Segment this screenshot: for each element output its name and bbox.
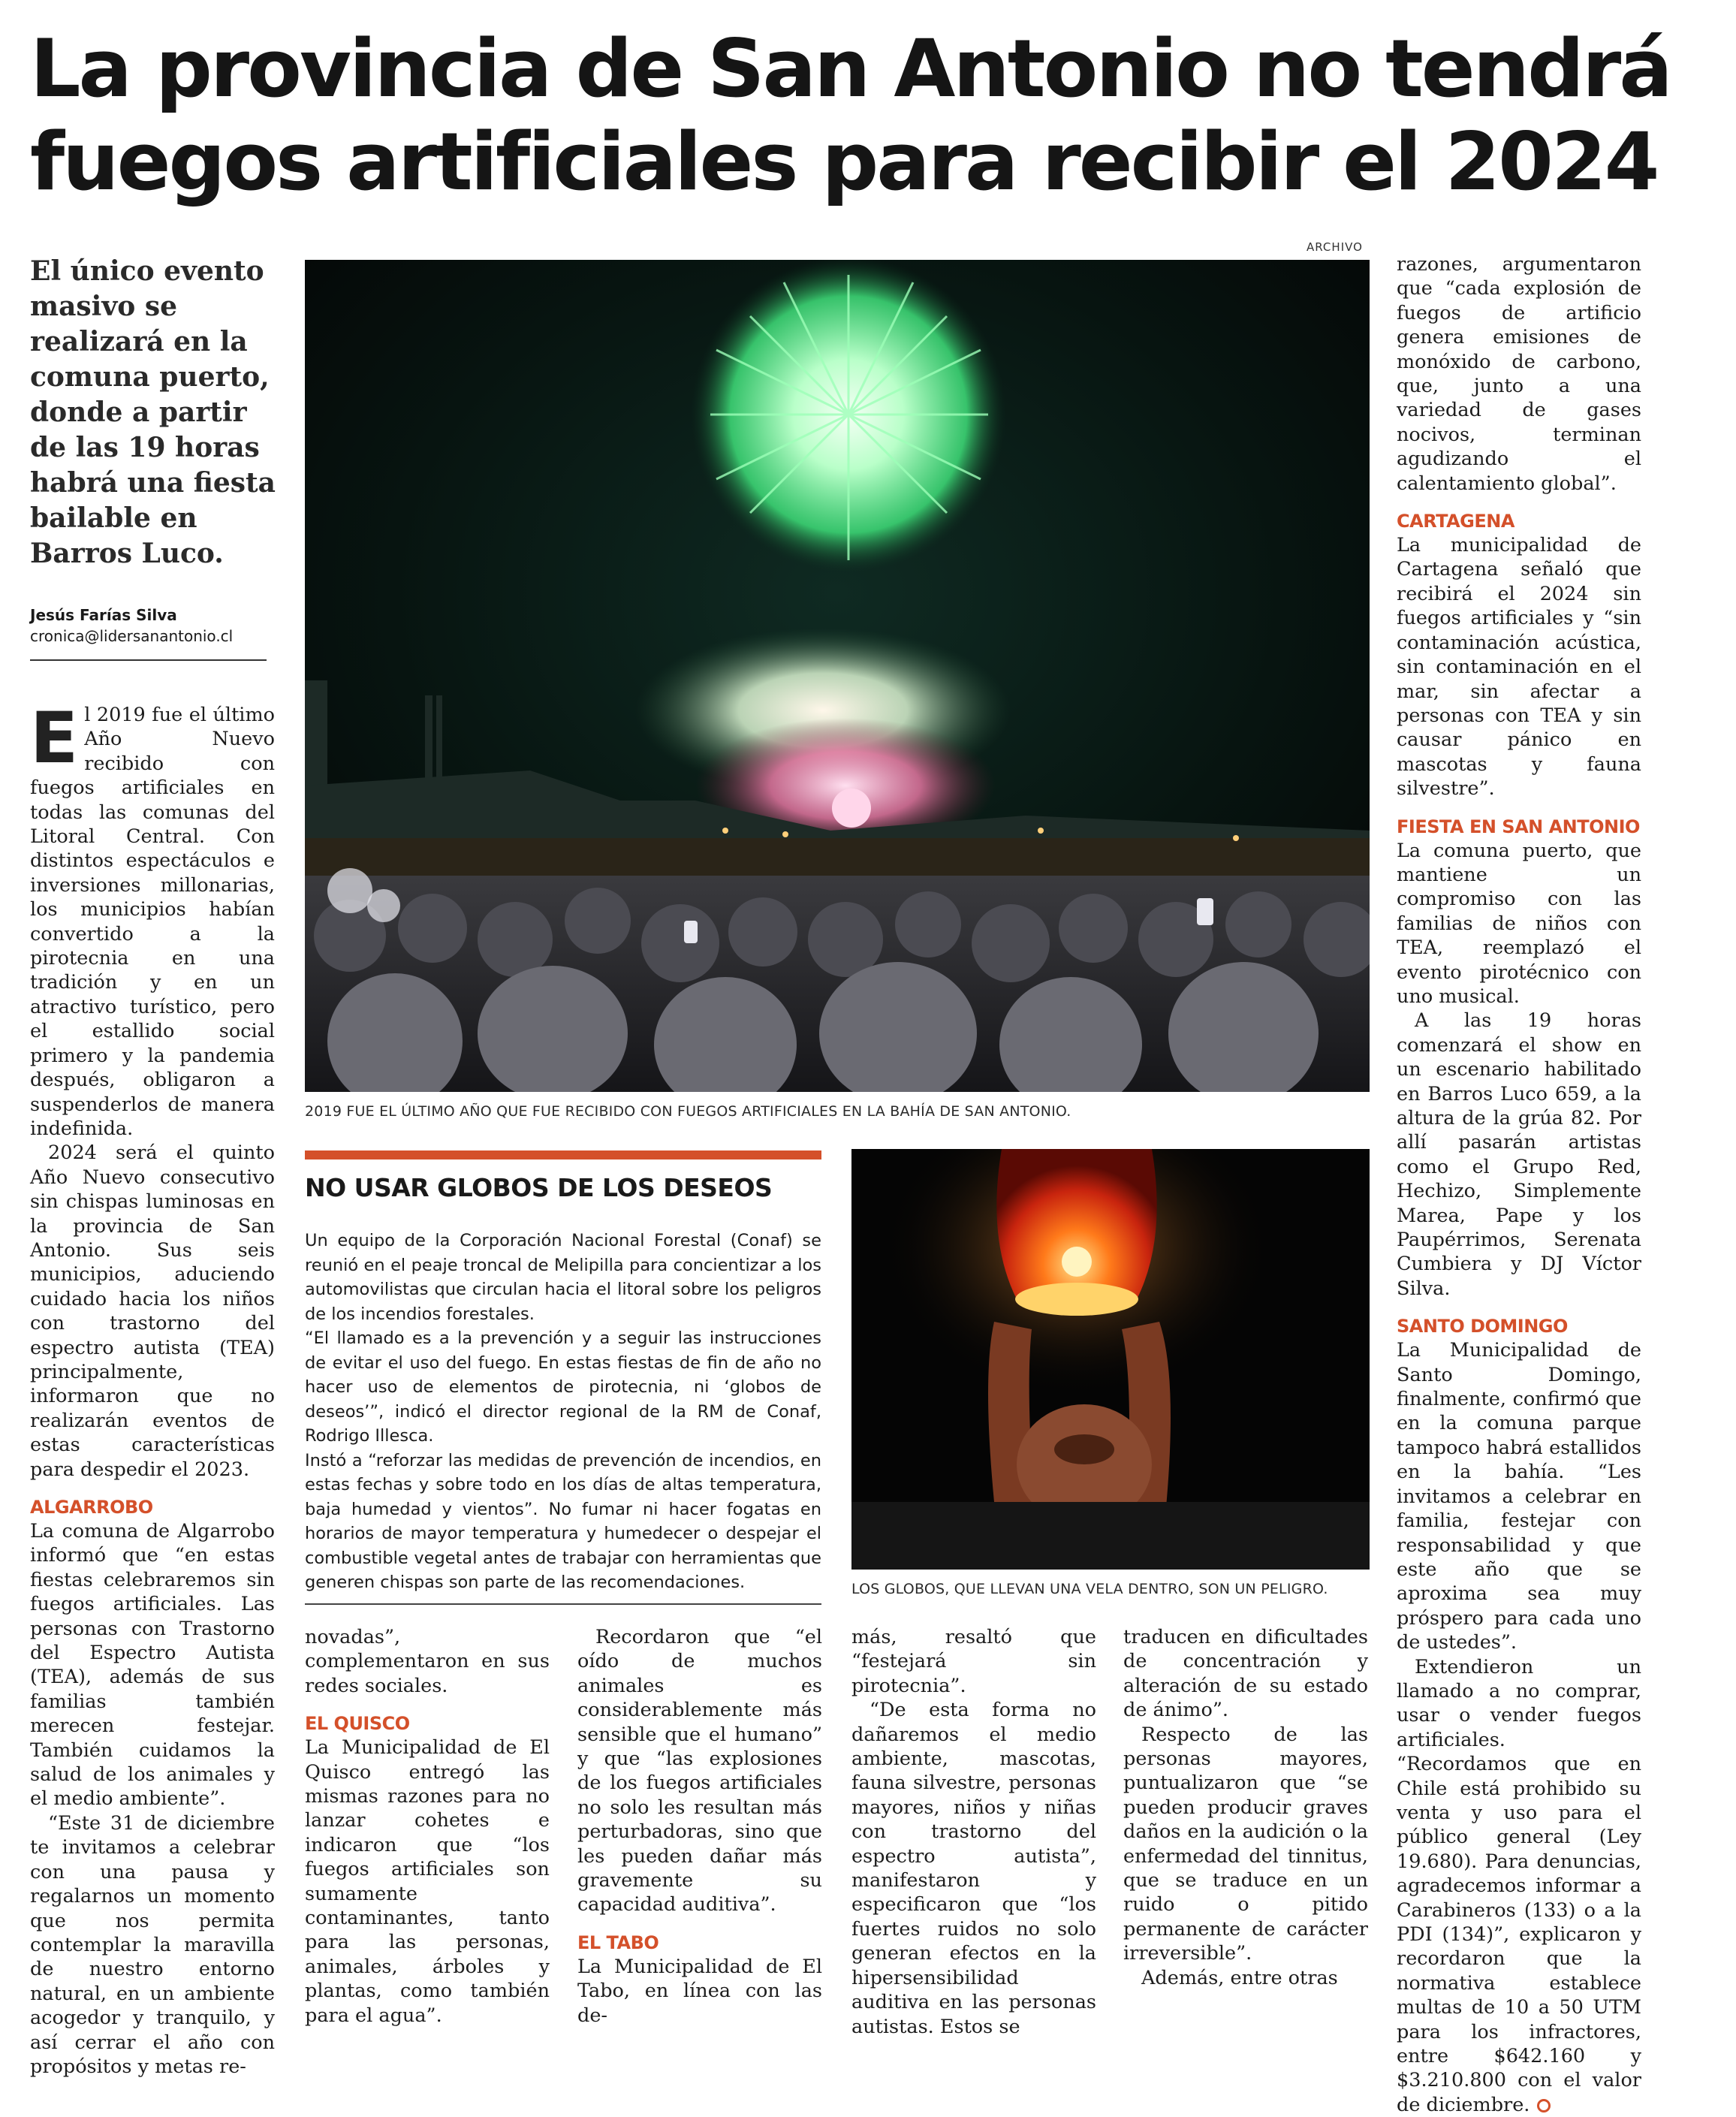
section-kicker-algarrobo: ALGARROBO bbox=[30, 1497, 153, 1518]
paragraph: Un equipo de la Corporación Nacional Forestal (Conaf) se reunió en el peaje troncal de Melipilla para concientizar a los automovilistas que circulan hacia el litoral sobre los peligros de los incendios forestales. bbox=[305, 1231, 821, 1324]
box-top-rule bbox=[305, 1150, 821, 1160]
end-mark-icon bbox=[1537, 2099, 1551, 2112]
box-title: NO USAR GLOBOS DE LOS DESEOS bbox=[305, 1173, 773, 1202]
fireworks-illustration bbox=[305, 260, 1370, 1092]
paragraph: “De esta forma no dañaremos el medio ambiente, mascotas, fauna silvestre, personas mayores, niños y niñas con trastorno del espectro autista”, manifestaron y especificaron que “los fuertes ruidos no solo generan efectos en la hipersensibilidad auditiva en las personas autistas. Estos se bbox=[851, 1699, 1096, 2038]
body-column-2 bbox=[305, 1625, 550, 2028]
paragraph: La Municipalidad de Santo Domingo, finalmente, confirmó que en la comuna parque tampoco habrá estallidos en la bahía. “Les invitamos a celebrar en familia, festejar con responsabilidad y que este año que se aproxima sea muy próspero para cada uno de ustedes”. bbox=[1397, 1339, 1641, 1654]
byline-rule bbox=[30, 659, 267, 661]
paragraph: La Municipalidad de El Tabo, en línea con las de- bbox=[577, 1955, 822, 2027]
body-column-5 bbox=[1123, 1625, 1368, 1990]
paragraph: “El llamado es a la prevención y a seguir las instrucciones de evitar el uso del fuego. En estas fiestas de fin de año no hacer uso de elementos de pirotecnia, ni ‘globos de deseos’”, indicó el director regional de la RM de Conaf, Rodrigo Illesca. bbox=[305, 1328, 821, 1446]
byline-author: Jesús Farías Silva bbox=[30, 606, 177, 624]
paragraph: “Este 31 de diciembre te invitamos a celebrar con una pausa y regalarnos un momento que nos permita contemplar la maravilla de nuestro entorno natural, en un ambiente acogedor y tranquilo, y así cerrar el año con propósitos y metas re- bbox=[30, 1811, 275, 2078]
byline bbox=[30, 605, 270, 647]
paragraph: traducen en dificultades de concentración y alteración de su estado de ánimo”. bbox=[1123, 1626, 1368, 1722]
byline-email: cronica@lidersanantonio.cl bbox=[30, 627, 234, 645]
paragraph: La comuna de Algarrobo informó que “en estas fiestas celebraremos sin fuegos artificiales. Las personas con Trastorno del Espectro Autista (TEA), además de sus familias también merecen festejar. También cuidamos la salud de los animales y el medio ambiente”. bbox=[30, 1520, 275, 1811]
paragraph: La Municipalidad de El Quisco entregó las mismas razones para no lanzar cohetes e indicaron que “los fuegos artificiales son sumamente contaminantes, tanto para las personas, animales, árboles y plantas, como también para el agua”. bbox=[305, 1736, 550, 2027]
paragraph: Extendieron un llamado a no comprar, usar o vender fuegos artificiales. “Recordamos que en Chile está prohibido su venta y uso para el público general (Ley 19.680). Para denuncias, agradecemos informar a Carabineros (133) o a la PDI (134)”, explicaron y recordaron que la normativa establece multas de 10 a 50 UTM para los infractores, entre $642.160 y $3.210.800 con el valor de diciembre. bbox=[1397, 1655, 1641, 2116]
sky-lantern-illustration bbox=[851, 1149, 1370, 1570]
paragraph: A las 19 horas comenzará el show en un escenario habilitado en Barros Luco 659, a la altura de la grúa 82. Por allí pasarán artistas como el Grupo Red, Hechizo, Simplemente Marea, Pape y los Paupérrimos, Serenata Cumbiera y DJ Víctor Silva. bbox=[1397, 1009, 1641, 1300]
section-kicker-santo-domingo: SANTO DOMINGO bbox=[1397, 1316, 1568, 1337]
section-kicker-cartagena: CARTAGENA bbox=[1397, 511, 1514, 532]
fireworks-photo bbox=[305, 260, 1370, 1092]
section-kicker-fiesta: FIESTA EN SAN ANTONIO bbox=[1397, 816, 1640, 837]
paragraph: Además, entre otras bbox=[1141, 1966, 1338, 1989]
paragraph: 2024 será el quinto Año Nuevo consecutivo sin chispas luminosas en la provincia de San Antonio. Sus seis municipios, aduciendo cuidado hacia los niños con trastorno del espectro autista (TEA) principalmente, informaron que no realizarán eventos de estas características para despedir el 2023. bbox=[30, 1141, 275, 1481]
photo-caption: 2019 FUE EL ÚLTIMO AÑO QUE FUE RECIBIDO CON FUEGOS ARTIFICIALES EN LA BAHÍA DE SAN ANTONIO. bbox=[305, 1103, 1071, 1120]
paragraph: Instó a “reforzar las medidas de prevención de incendios, en estas fechas y sobre todo en los días de altas temperatura, baja humedad y vientos”. No fumar ni hacer fogatas en horarios de mayor temperatura y humedecer o despejar el combustible vegetal antes de trabajar con herramientas que generen chispas son parte de las recomendaciones. bbox=[305, 1450, 821, 1592]
paragraph: Respecto de las personas mayores, puntualizaron que “se pueden producir graves daños en la audición o la enfermedad del tinnitus, que se traduce en un ruido o pitido permanente de carácter irreversible”. bbox=[1123, 1723, 1368, 1965]
box-bottom-rule bbox=[305, 1603, 821, 1605]
body-column-3 bbox=[577, 1625, 822, 2028]
paragraph: novadas”, complementaron en sus redes sociales. bbox=[305, 1626, 550, 1697]
paragraph: Recordaron que “el oído de muchos animales es considerablemente más sensible que el humano” y que “las explosiones de los fuegos artificiales no solo les resultan más perturbadoras, sino que les pueden dañar más gravemente su capacidad auditiva”. bbox=[577, 1626, 822, 1916]
photo-credit: ARCHIVO bbox=[1307, 240, 1363, 254]
section-kicker-el-tabo: EL TABO bbox=[577, 1932, 659, 1953]
body-column-6 bbox=[1397, 252, 1641, 2117]
paragraph: l 2019 fue el último Año Nuevo recibido con fuegos artificiales en todas las comunas del Litoral Central. Con distintos espectáculos e inversiones millonarias, los municipios habían convertido a la pirotecnia en una tradición y en un atractivo turístico, pero el estallido social primero y la pandemia después, obligaron a suspenderlos de manera indefinida. bbox=[30, 704, 275, 1140]
top-edge bbox=[0, 0, 1736, 2]
paragraph: La municipalidad de Cartagena señaló que recibirá el 2024 sin fuegos artificiales y “sin contaminación acústica, sin contaminación en el mar, sin afectar a personas con TEA y sin causar pánico en mascotas y fauna silvestre”. bbox=[1397, 534, 1641, 801]
box-body bbox=[305, 1229, 821, 1595]
paragraph: La comuna puerto, que mantiene un compromiso con las familias de niños con TEA, reemplazó el evento pirotécnico con uno musical. bbox=[1397, 839, 1641, 1008]
body-column-1 bbox=[30, 698, 275, 2079]
paragraph: más, resaltó que “festejará sin pirotecnia”. bbox=[851, 1626, 1096, 1697]
section-kicker-el-quisco: EL QUISCO bbox=[305, 1713, 410, 1735]
paragraph: razones, argumentaron que “cada explosión de fuegos de artificio genera emisiones de monóxido de carbono, que, junto a una variedad de gases nocivos, terminan agudizando el calentamiento global”. bbox=[1397, 253, 1641, 495]
sky-lantern-photo bbox=[851, 1149, 1370, 1570]
lead-summary: El único evento masivo se realizará en la comuna puerto, donde a partir de las 19 horas habrá una fiesta bailable en Barros Luco. bbox=[30, 255, 276, 569]
headline: La provincia de San Antonio no tendrá fuegos artificiales para recibir el 2024 bbox=[30, 23, 1671, 208]
drop-cap: E bbox=[30, 698, 79, 780]
body-column-4 bbox=[851, 1625, 1096, 2039]
lantern-caption: LOS GLOBOS, QUE LLEVAN UNA VELA DENTRO, SON UN PELIGRO. bbox=[851, 1581, 1328, 1597]
